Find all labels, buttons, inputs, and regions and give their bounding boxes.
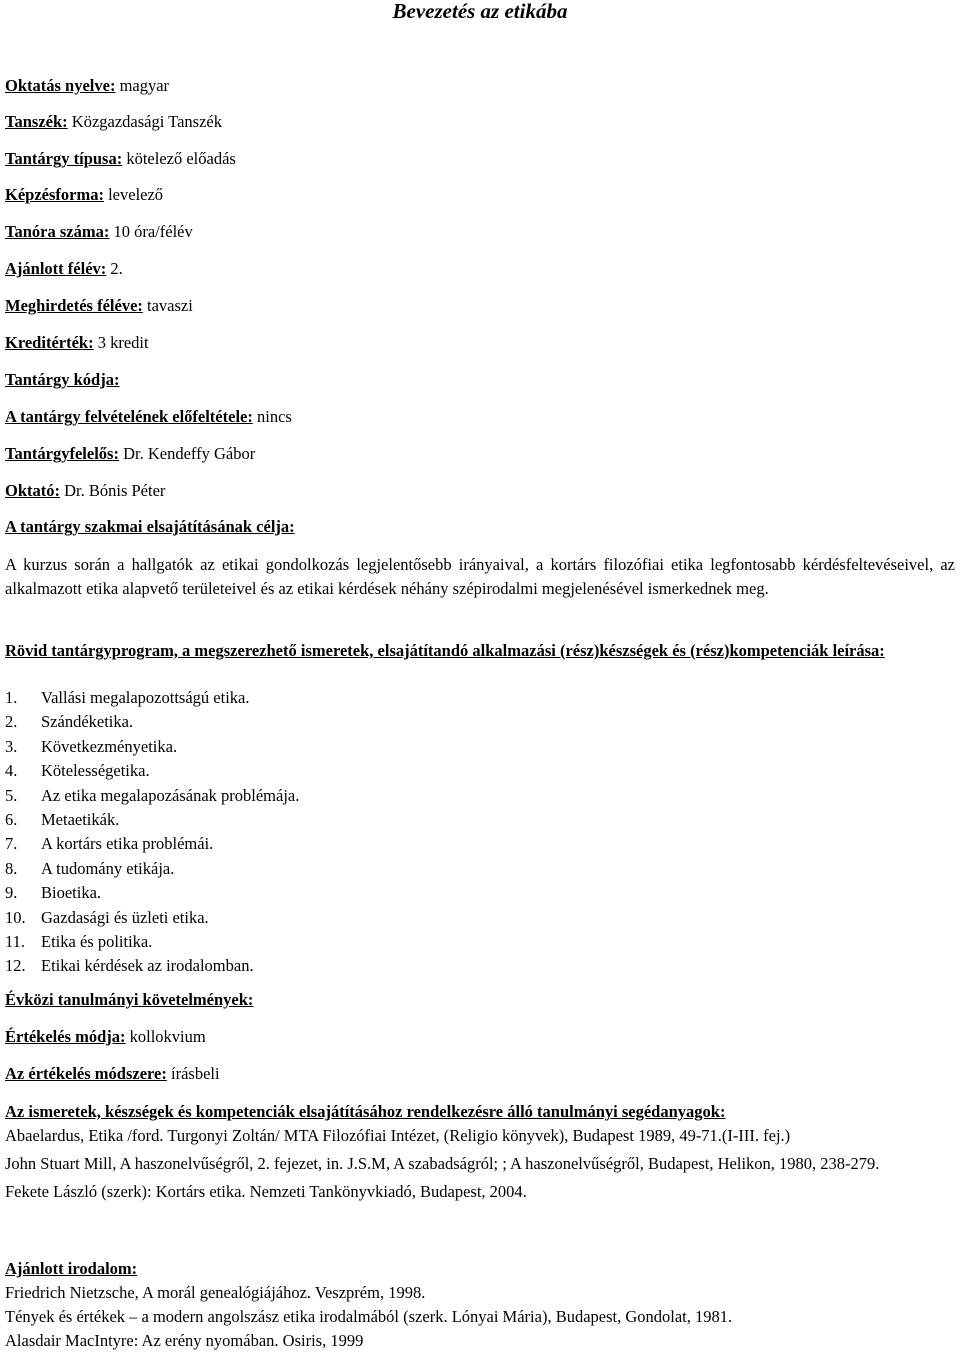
field-recommended-semester (5, 258, 123, 280)
topic-list (5, 686, 299, 979)
field-label: Oktató: (5, 481, 60, 500)
field-department (5, 111, 222, 133)
field-label: Értékelés módja: (5, 1027, 126, 1046)
list-item: 9. Bioetika. (5, 883, 102, 903)
field-label: Oktatás nyelve: (5, 76, 116, 95)
list-item: 8. A tudomány etikája. (5, 858, 175, 878)
field-label: Meghirdetés féléve: (5, 296, 143, 315)
recommended-item: Tények és értékek – a modern angolszász etika irodalmából (szerk. Lónyai Mária), Budapest, Gondolat, 1981. (5, 1307, 733, 1326)
field-label: Tanóra száma: (5, 222, 110, 241)
field-value: Dr. Kendeffy Gábor (118, 444, 256, 463)
field-label: Képzésforma: (5, 185, 104, 204)
field-language (5, 75, 169, 97)
field-value: magyar (115, 76, 170, 95)
list-item: 1. Vallási megalapozottságú etika. (5, 688, 250, 707)
materials-heading: Az ismeretek, készségek és kompetenciák elsajátításához rendelkezésre álló tanulmányi segédanyagok: (5, 1102, 726, 1121)
field-value: 10 óra/félév (109, 222, 193, 241)
recommended-item: Friedrich Nietzsche, A morál genealógiájához. Veszprém, 1998. (5, 1283, 426, 1302)
materials-section (5, 1100, 955, 1208)
goal-text: A kurzus során a hallgatók az etikai gondolkozás legjelentősebb irányaival, a kortárs filozófiai etika legfontosabb kérdésfeltevéseivel, az alkalmazott etika alapvető területeivel és az etikai kérdések néhány szépirodalmi megjelenésével ismerkednek meg. (5, 555, 955, 598)
field-label: Tantárgy típusa: (5, 149, 123, 168)
recommended-section (5, 1257, 955, 1353)
material-item: John Stuart Mill, A haszonelvűségről, 2. fejezet, in. J.S.M, A szabadságról; ; A haszonelvűségről, Budapest, Helikon, 1980, 238-279. (5, 1154, 880, 1173)
field-value: írásbeli (166, 1064, 220, 1083)
document-title: Bevezetés az etikába (392, 0, 568, 23)
field-instructor (5, 480, 165, 502)
field-hours (5, 221, 193, 243)
field-value: kollokvium (125, 1027, 206, 1046)
list-item: 6. Metaetikák. (5, 809, 120, 829)
list-item: 7. A kortárs etika problémái. (5, 834, 214, 854)
field-label: Tantárgy kódja: (5, 370, 120, 389)
field-course-code (5, 369, 119, 391)
list-item: 4. Kötelességetika. (5, 761, 150, 781)
field-label: Ajánlott félév: (5, 259, 107, 278)
field-credits (5, 332, 149, 354)
list-item: 10. Gazdasági és üzleti etika. (5, 907, 209, 927)
field-label: Tanszék: (5, 112, 68, 131)
material-item: Fekete László (szerk): Kortárs etika. Nemzeti Tankönyvkiadó, Budapest, 2004. (5, 1182, 527, 1201)
field-course-type (5, 148, 236, 170)
recommended-heading: Ajánlott irodalom: (5, 1259, 138, 1278)
field-value: levelező (103, 185, 164, 204)
field-label: Tantárgyfelelős: (5, 444, 119, 463)
list-item: 2. Szándéketika. (5, 712, 134, 732)
field-value: nincs (252, 407, 292, 426)
field-prerequisite (5, 406, 292, 428)
material-item: Abaelardus, Etika /ford. Turgonyi Zoltán/ MTA Filozófiai Intézet, (Religio könyvek), Budapest 1989, 49-71.(I-III. fej.) (5, 1126, 791, 1145)
field-value: 2. (106, 259, 123, 278)
field-label: A tantárgy felvételének előfeltétele: (5, 407, 253, 426)
field-label: Az értékelés módszere: (5, 1064, 167, 1083)
field-value: 3 kredit (93, 333, 149, 352)
evaluation-type (5, 1026, 206, 1048)
list-item: 3. Következményetika. (5, 736, 178, 756)
field-training-form (5, 184, 163, 206)
field-value: kötelező előadás (122, 149, 236, 168)
list-item: 12. Etikai kérdések az irodalomban. (5, 956, 254, 976)
recommended-item: Alasdair MacIntyre: Az erény nyomában. Osiris, 1999 (5, 1331, 364, 1350)
evaluation-method (5, 1063, 220, 1085)
field-announcement-semester (5, 295, 193, 317)
field-value: Dr. Bónis Péter (60, 481, 166, 500)
field-label: Kreditérték: (5, 333, 94, 352)
field-value: Közgazdasági Tanszék (67, 112, 222, 131)
program-heading: Rövid tantárgyprogram, a megszerezhető ismeretek, elsajátítandó alkalmazási (rész)készségek és (rész)kompetenciák leírása: (5, 641, 885, 660)
list-item: 11. Etika és politika. (5, 931, 153, 951)
list-item: 5. Az etika megalapozásának problémája. (5, 785, 300, 805)
field-value: tavaszi (142, 296, 193, 315)
goal-heading: A tantárgy szakmai elsajátításának célja: (5, 517, 295, 536)
field-responsible (5, 443, 255, 465)
requirements-heading: Évközi tanulmányi követelmények: (5, 990, 254, 1009)
